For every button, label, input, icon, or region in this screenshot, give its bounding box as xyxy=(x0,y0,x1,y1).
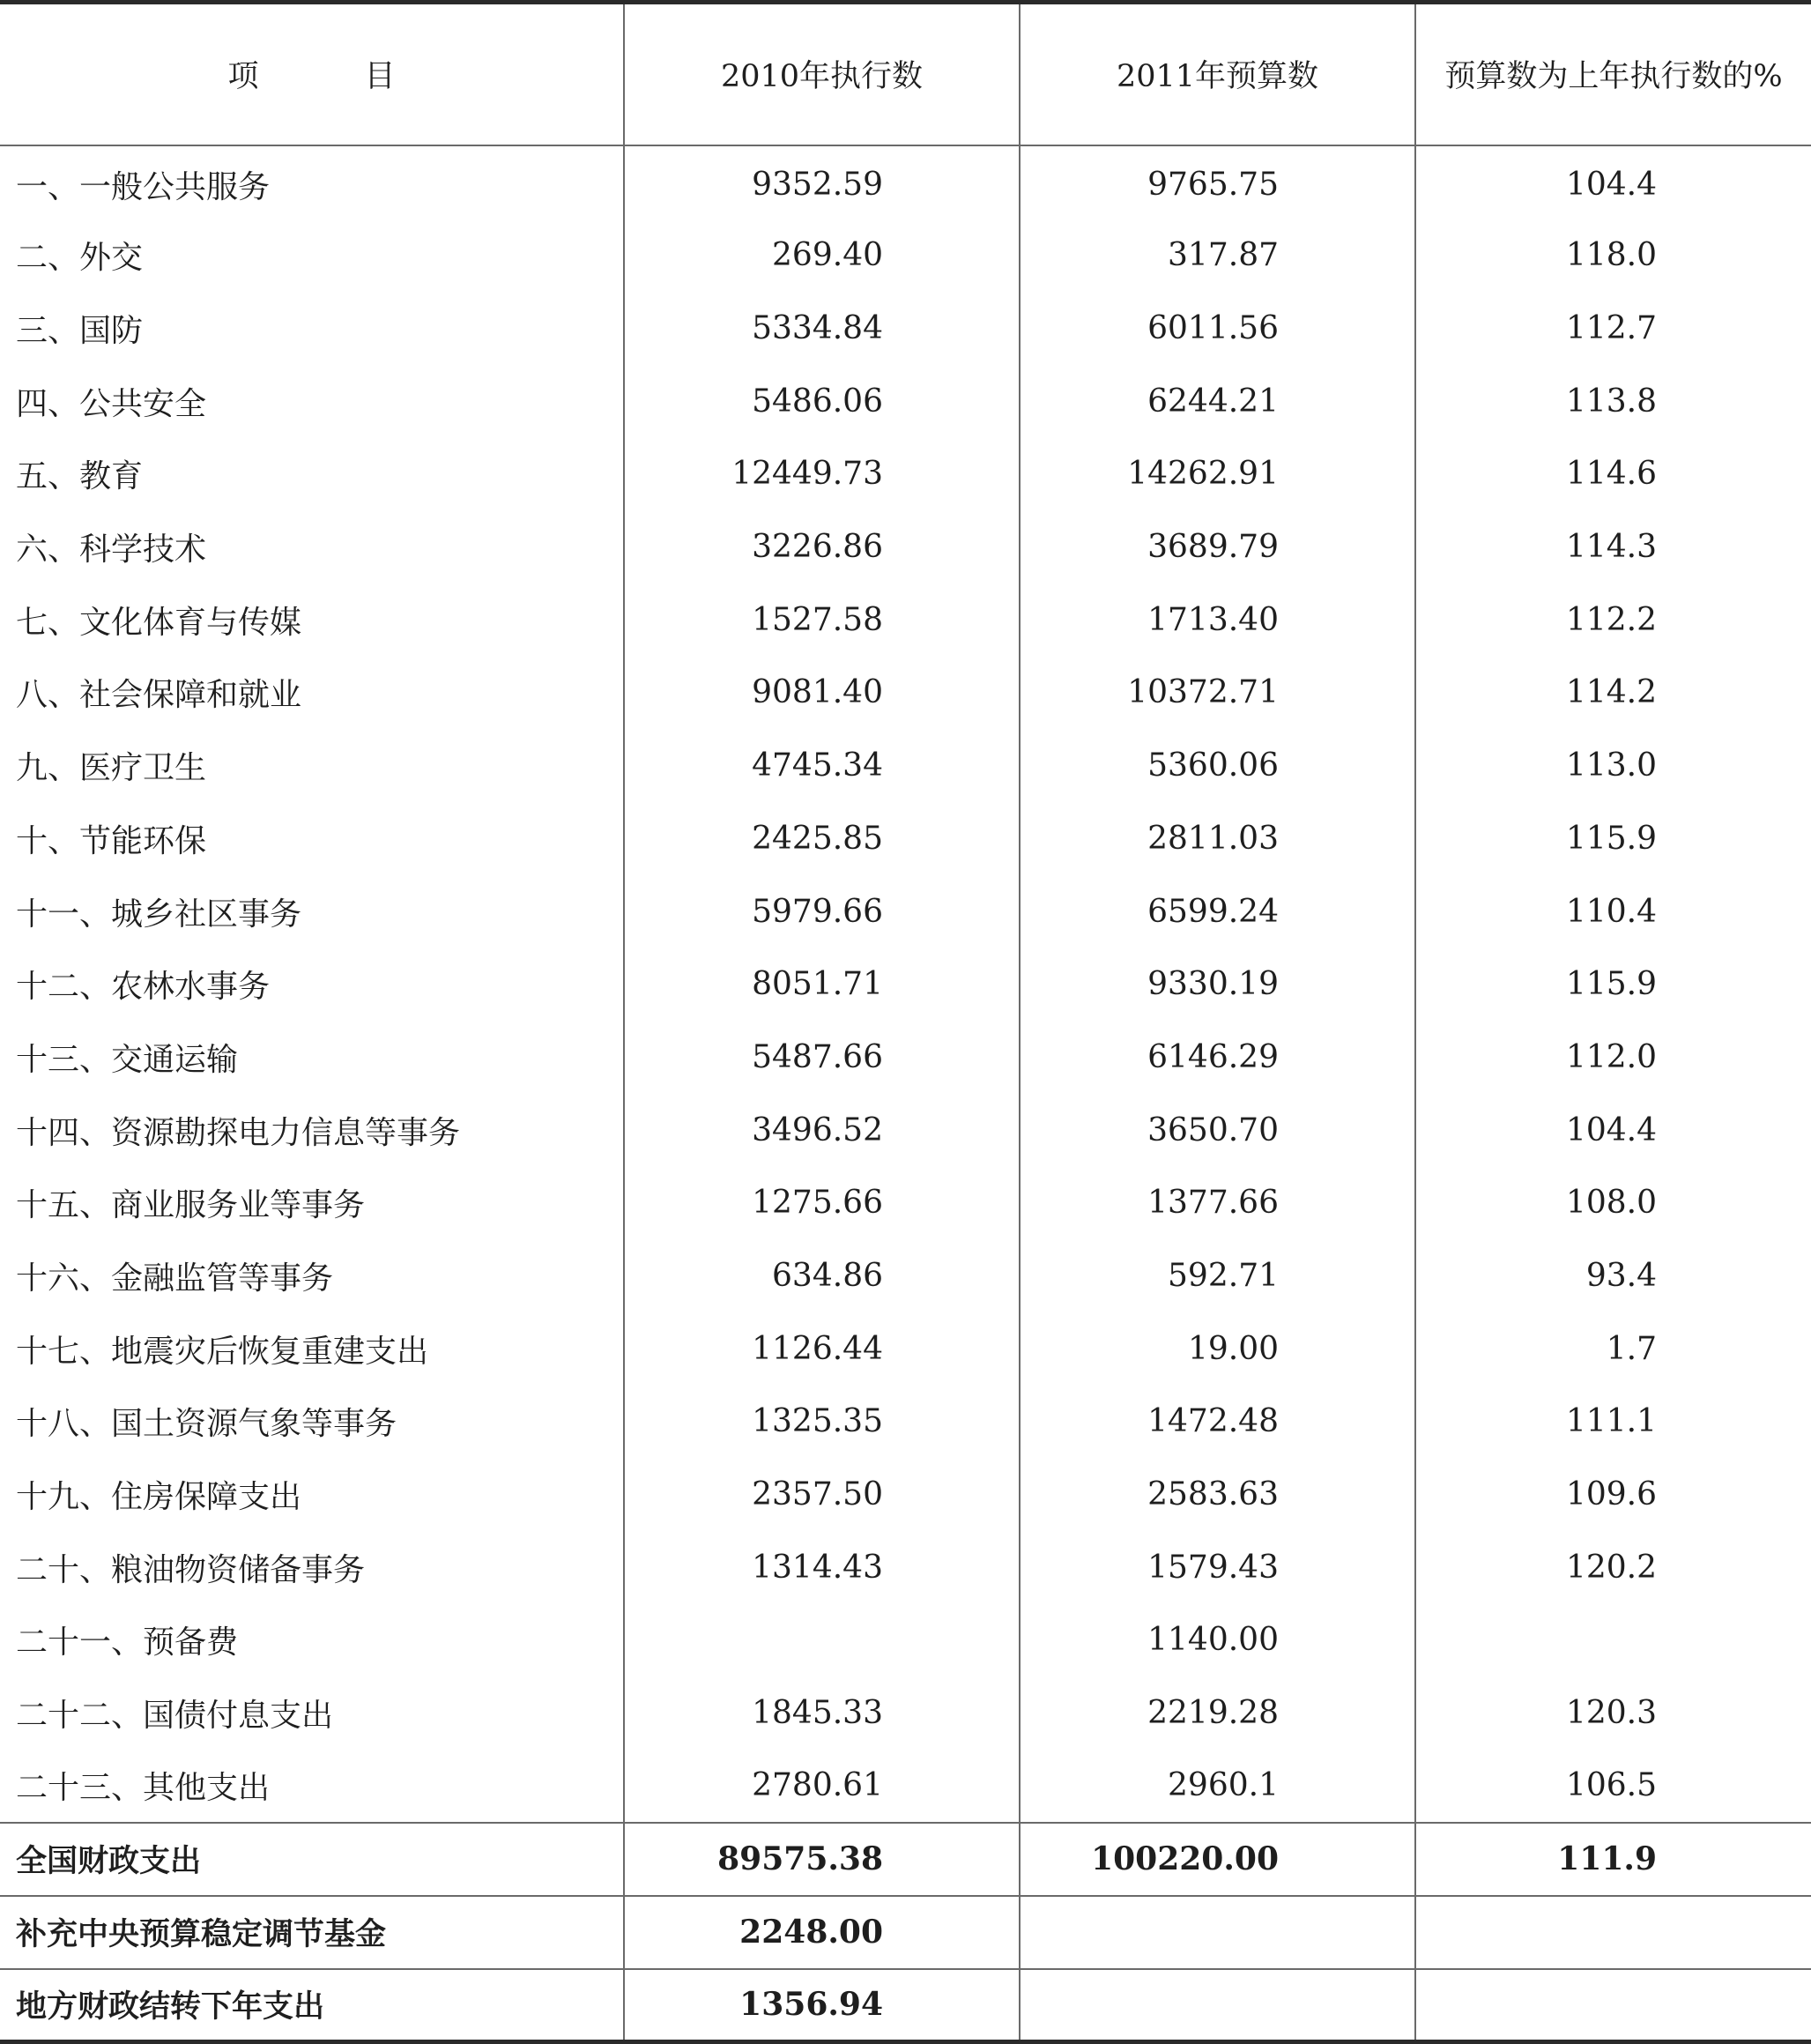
row-label: 十一、城乡社区事务 xyxy=(16,896,302,933)
table-row xyxy=(0,1458,1811,1531)
cell-budget-pct: 1.7 xyxy=(1415,1312,1811,1386)
table-row xyxy=(0,1750,1811,1823)
row-label: 三、国防 xyxy=(16,313,144,350)
table-row xyxy=(0,583,1811,657)
table-row xyxy=(0,948,1811,1021)
cell-2010-executed: 2780.61 xyxy=(624,1750,1020,1823)
total-row xyxy=(0,1969,1811,2042)
row-label: 六、科学技术 xyxy=(16,531,207,569)
table-row xyxy=(0,802,1811,875)
row-label: 十、节能环保 xyxy=(16,822,207,859)
header-item xyxy=(0,3,624,145)
cell-budget-pct: 104.4 xyxy=(1415,145,1811,219)
cell-budget-pct: 112.7 xyxy=(1415,292,1811,365)
total-row xyxy=(0,1896,1811,1969)
header-item-a: 项 xyxy=(227,59,259,95)
cell-budget-pct: 110.4 xyxy=(1415,875,1811,948)
cell-2010-executed: 1325.35 xyxy=(624,1386,1020,1459)
cell-2011-budget: 2960.1 xyxy=(1020,1750,1415,1823)
table-row xyxy=(0,1021,1811,1094)
cell-budget-pct: 115.9 xyxy=(1415,948,1811,1021)
cell-2010-executed xyxy=(624,1604,1020,1677)
table-row xyxy=(0,1386,1811,1459)
table-row xyxy=(0,875,1811,948)
cell-2010-executed: 634.86 xyxy=(624,1239,1020,1312)
cell-2010-executed: 2248.00 xyxy=(624,1896,1020,1969)
cell-2011-budget: 1579.43 xyxy=(1020,1531,1415,1604)
cell-budget-pct: 112.2 xyxy=(1415,583,1811,657)
header-2011-budget: 2011年预算数 xyxy=(1020,3,1415,145)
cell-budget-pct: 113.0 xyxy=(1415,729,1811,802)
table-row xyxy=(0,1166,1811,1239)
cell-budget-pct: 120.2 xyxy=(1415,1531,1811,1604)
table-row xyxy=(0,510,1811,583)
table-row xyxy=(0,1676,1811,1750)
cell-2010-executed: 89575.38 xyxy=(624,1823,1020,1896)
table-row xyxy=(0,1239,1811,1312)
cell-budget-pct: 104.4 xyxy=(1415,1094,1811,1167)
cell-2011-budget xyxy=(1020,1969,1415,2042)
cell-2010-executed: 1845.33 xyxy=(624,1676,1020,1750)
cell-2011-budget: 2583.63 xyxy=(1020,1458,1415,1531)
cell-2010-executed: 5487.66 xyxy=(624,1021,1020,1094)
row-label: 八、社会保障和就业 xyxy=(16,677,302,714)
cell-budget-pct: 111.1 xyxy=(1415,1386,1811,1459)
header-item-b: 目 xyxy=(364,59,396,95)
cell-budget-pct: 111.9 xyxy=(1415,1823,1811,1896)
row-label: 二十二、国债付息支出 xyxy=(16,1698,334,1735)
row-label: 十五、商业服务业等事务 xyxy=(16,1187,366,1224)
cell-budget-pct: 115.9 xyxy=(1415,802,1811,875)
row-label: 十七、地震灾后恢复重建支出 xyxy=(16,1333,429,1370)
cell-2010-executed: 269.40 xyxy=(624,219,1020,293)
row-label: 七、文化体育与传媒 xyxy=(16,604,302,641)
cell-2010-executed: 3496.52 xyxy=(624,1094,1020,1167)
cell-2011-budget: 3689.79 xyxy=(1020,510,1415,583)
row-label: 十八、国土资源气象等事务 xyxy=(16,1406,397,1443)
cell-budget-pct xyxy=(1415,1604,1811,1677)
cell-2011-budget: 19.00 xyxy=(1020,1312,1415,1386)
cell-budget-pct: 93.4 xyxy=(1415,1239,1811,1312)
table-row xyxy=(0,145,1811,219)
cell-2010-executed: 9352.59 xyxy=(624,145,1020,219)
header-row xyxy=(0,3,1811,145)
row-label: 二十一、预备费 xyxy=(16,1624,239,1661)
cell-2010-executed: 1356.94 xyxy=(624,1969,1020,2042)
row-label: 十九、住房保障支出 xyxy=(16,1479,302,1516)
cell-budget-pct: 114.3 xyxy=(1415,510,1811,583)
cell-2010-executed: 4745.34 xyxy=(624,729,1020,802)
row-label: 十三、交通运输 xyxy=(16,1041,239,1078)
table-row xyxy=(0,1604,1811,1677)
table-row xyxy=(0,657,1811,730)
cell-budget-pct xyxy=(1415,1969,1811,2042)
cell-2010-executed: 2357.50 xyxy=(624,1458,1020,1531)
cell-2010-executed: 1527.58 xyxy=(624,583,1020,657)
row-label: 补充中央预算稳定调节基金 xyxy=(0,1896,624,1969)
cell-2011-budget: 2811.03 xyxy=(1020,802,1415,875)
cell-2010-executed: 1126.44 xyxy=(624,1312,1020,1386)
cell-2011-budget: 592.71 xyxy=(1020,1239,1415,1312)
cell-budget-pct: 114.6 xyxy=(1415,438,1811,511)
row-label: 二十三、其他支出 xyxy=(16,1770,271,1807)
row-label: 十四、资源勘探电力信息等事务 xyxy=(16,1114,461,1151)
row-label: 十二、农林水事务 xyxy=(16,969,271,1006)
cell-budget-pct: 112.0 xyxy=(1415,1021,1811,1094)
row-label: 九、医疗卫生 xyxy=(16,750,207,787)
cell-2011-budget: 6011.56 xyxy=(1020,292,1415,365)
cell-2011-budget: 14262.91 xyxy=(1020,438,1415,511)
row-label: 二、外交 xyxy=(16,240,144,277)
cell-2011-budget: 100220.00 xyxy=(1020,1823,1415,1896)
cell-2010-executed: 3226.86 xyxy=(624,510,1020,583)
cell-2011-budget: 3650.70 xyxy=(1020,1094,1415,1167)
cell-2011-budget: 1713.40 xyxy=(1020,583,1415,657)
header-2010-executed: 2010年执行数 xyxy=(624,3,1020,145)
cell-2011-budget: 9330.19 xyxy=(1020,948,1415,1021)
cell-2010-executed: 1314.43 xyxy=(624,1531,1020,1604)
cell-2011-budget: 6244.21 xyxy=(1020,365,1415,438)
cell-budget-pct: 120.3 xyxy=(1415,1676,1811,1750)
row-label: 五、教育 xyxy=(16,458,144,495)
cell-2010-executed: 5486.06 xyxy=(624,365,1020,438)
table-row xyxy=(0,1094,1811,1167)
cell-2011-budget: 1377.66 xyxy=(1020,1166,1415,1239)
cell-2010-executed: 9081.40 xyxy=(624,657,1020,730)
table-row xyxy=(0,365,1811,438)
header-budget-pct: 预算数为上年执行数的% xyxy=(1415,3,1811,145)
table-row xyxy=(0,729,1811,802)
cell-budget-pct: 108.0 xyxy=(1415,1166,1811,1239)
cell-2011-budget: 2219.28 xyxy=(1020,1676,1415,1750)
row-label: 四、公共安全 xyxy=(16,385,207,422)
cell-2011-budget: 1140.00 xyxy=(1020,1604,1415,1677)
table-row xyxy=(0,1312,1811,1386)
cell-2010-executed: 5979.66 xyxy=(624,875,1020,948)
cell-budget-pct: 114.2 xyxy=(1415,657,1811,730)
cell-2011-budget: 9765.75 xyxy=(1020,145,1415,219)
cell-2011-budget: 317.87 xyxy=(1020,219,1415,293)
table-header xyxy=(0,3,1811,145)
cell-2011-budget: 1472.48 xyxy=(1020,1386,1415,1459)
row-label: 地方财政结转下年支出 xyxy=(0,1969,624,2042)
row-label: 二十、粮油物资储备事务 xyxy=(16,1551,366,1588)
cell-budget-pct: 106.5 xyxy=(1415,1750,1811,1823)
cell-2011-budget xyxy=(1020,1896,1415,1969)
table-body xyxy=(0,145,1811,2042)
total-row xyxy=(0,1823,1811,1896)
row-label: 十六、金融监管等事务 xyxy=(16,1260,334,1297)
cell-2010-executed: 8051.71 xyxy=(624,948,1020,1021)
cell-2011-budget: 6146.29 xyxy=(1020,1021,1415,1094)
table-row xyxy=(0,1531,1811,1604)
row-label: 一、一般公共服务 xyxy=(16,168,271,205)
cell-budget-pct xyxy=(1415,1896,1811,1969)
table-row xyxy=(0,438,1811,511)
cell-budget-pct: 113.8 xyxy=(1415,365,1811,438)
cell-2011-budget: 10372.71 xyxy=(1020,657,1415,730)
cell-2010-executed: 12449.73 xyxy=(624,438,1020,511)
cell-2011-budget: 5360.06 xyxy=(1020,729,1415,802)
table-row xyxy=(0,292,1811,365)
cell-2010-executed: 2425.85 xyxy=(624,802,1020,875)
cell-2010-executed: 1275.66 xyxy=(624,1166,1020,1239)
cell-2011-budget: 6599.24 xyxy=(1020,875,1415,948)
cell-budget-pct: 109.6 xyxy=(1415,1458,1811,1531)
table-row xyxy=(0,219,1811,293)
cell-budget-pct: 118.0 xyxy=(1415,219,1811,293)
row-label: 全国财政支出 xyxy=(0,1823,624,1896)
cell-2010-executed: 5334.84 xyxy=(624,292,1020,365)
